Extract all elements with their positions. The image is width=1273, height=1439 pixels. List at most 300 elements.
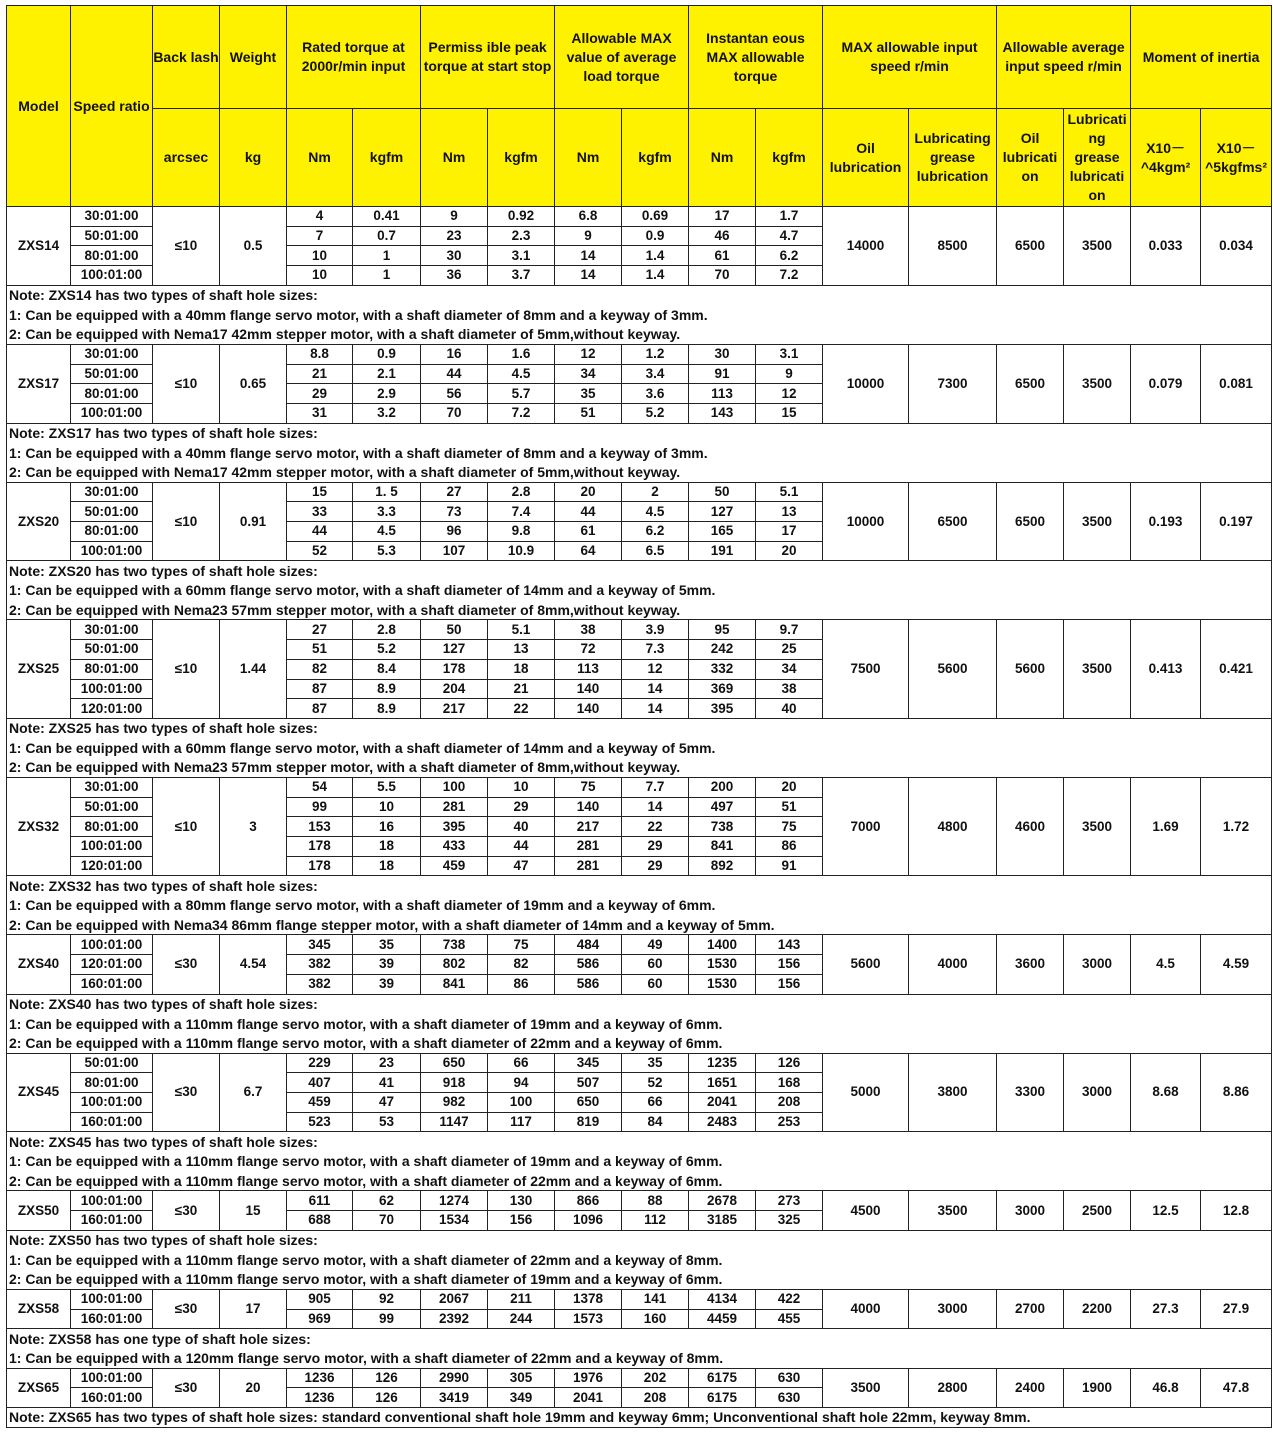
- header-speed-ratio: Speed ratio: [71, 6, 153, 207]
- avg-speed-oil-cell: 3000: [997, 1191, 1064, 1230]
- speed-ratio-cell: 160:01:00: [71, 1112, 153, 1132]
- max-speed-grease-cell: 3500: [909, 1191, 997, 1230]
- avg-kgfm-cell: 14: [622, 797, 689, 817]
- unit-arcsec: arcsec: [153, 109, 220, 207]
- weight-cell: 17: [220, 1289, 287, 1328]
- instant-kgfm-cell: 15: [756, 403, 823, 423]
- rated-nm-cell: 7: [287, 226, 353, 246]
- avg-kgfm-cell: 3.6: [622, 384, 689, 404]
- rated-kgfm-cell: 1: [353, 246, 421, 266]
- peak-kgfm-cell: 244: [488, 1309, 555, 1329]
- rated-kgfm-cell: 5.3: [353, 541, 421, 561]
- peak-nm-cell: 1274: [421, 1191, 488, 1211]
- spec-table: [6, 5, 1272, 1428]
- peak-nm-cell: 70: [421, 403, 488, 423]
- peak-nm-cell: 3419: [421, 1388, 488, 1408]
- peak-kgfm-cell: 156: [488, 1211, 555, 1231]
- speed-ratio-cell: 100:01:00: [71, 679, 153, 699]
- avg-kgfm-cell: 141: [622, 1289, 689, 1309]
- avg-nm-cell: 507: [555, 1073, 622, 1093]
- note-title: Note: ZXS32 has two types of shaft hole sizes:: [7, 876, 1272, 896]
- backlash-cell: ≤30: [153, 1191, 220, 1230]
- instant-kgfm-cell: 325: [756, 1211, 823, 1231]
- speed-ratio-cell: 80:01:00: [71, 246, 153, 266]
- note-row: [7, 915, 1272, 935]
- note-line: 2: Can be equipped with Nema17 42mm stepper motor, with a shaft diameter of 5mm,without keyway.: [7, 325, 1272, 345]
- note-line: 1: Can be equipped with a 110mm flange servo motor, with a shaft diameter of 19mm and a keyway of 6mm.: [7, 1152, 1272, 1172]
- instant-nm-cell: 6175: [689, 1388, 756, 1408]
- rated-nm-cell: 29: [287, 384, 353, 404]
- instant-kgfm-cell: 12: [756, 384, 823, 404]
- peak-kgfm-cell: 22: [488, 699, 555, 719]
- model-cell: ZXS14: [7, 207, 71, 286]
- model-cell: ZXS20: [7, 482, 71, 561]
- note-title: Note: ZXS17 has two types of shaft hole sizes:: [7, 423, 1272, 443]
- avg-kgfm-cell: 14: [622, 699, 689, 719]
- avg-nm-cell: 61: [555, 522, 622, 542]
- weight-cell: 4.54: [220, 935, 287, 994]
- speed-ratio-cell: 160:01:00: [71, 1388, 153, 1408]
- instant-nm-cell: 3185: [689, 1211, 756, 1231]
- peak-nm-cell: 73: [421, 502, 488, 522]
- avg-nm-cell: 345: [555, 1053, 622, 1073]
- avg-nm-cell: 51: [555, 403, 622, 423]
- max-speed-grease-cell: 3800: [909, 1053, 997, 1132]
- inertia-kgfms-cell: 12.8: [1201, 1191, 1272, 1230]
- peak-nm-cell: 217: [421, 699, 488, 719]
- note-title: Note: ZXS20 has two types of shaft hole sizes:: [7, 561, 1272, 581]
- instant-nm-cell: 892: [689, 856, 756, 876]
- avg-kgfm-cell: 84: [622, 1112, 689, 1132]
- rated-nm-cell: 44: [287, 522, 353, 542]
- model-cell: ZXS32: [7, 777, 71, 875]
- instant-kgfm-cell: 75: [756, 817, 823, 837]
- instant-kgfm-cell: 156: [756, 955, 823, 975]
- model-cell: ZXS58: [7, 1289, 71, 1328]
- avg-speed-oil-cell: 2700: [997, 1289, 1064, 1328]
- note-line: 1: Can be equipped with a 80mm flange servo motor, with a shaft diameter of 19mm and a keyway of 6mm.: [7, 896, 1272, 916]
- avg-nm-cell: 140: [555, 699, 622, 719]
- rated-kgfm-cell: 2.1: [353, 364, 421, 384]
- avg-speed-oil-cell: 5600: [997, 620, 1064, 718]
- rated-nm-cell: 229: [287, 1053, 353, 1073]
- peak-kgfm-cell: 82: [488, 955, 555, 975]
- peak-nm-cell: 459: [421, 856, 488, 876]
- rated-kgfm-cell: 8.4: [353, 659, 421, 679]
- instant-kgfm-cell: 34: [756, 659, 823, 679]
- peak-nm-cell: 2392: [421, 1309, 488, 1329]
- table-row: [7, 1368, 1272, 1388]
- max-speed-oil-cell: 14000: [823, 207, 909, 286]
- peak-kgfm-cell: 21: [488, 679, 555, 699]
- weight-cell: 15: [220, 1191, 287, 1230]
- unit-nm: Nm: [689, 109, 756, 207]
- peak-nm-cell: 841: [421, 974, 488, 994]
- instant-nm-cell: 17: [689, 207, 756, 227]
- model-cell: ZXS45: [7, 1053, 71, 1132]
- speed-ratio-cell: 100:01:00: [71, 403, 153, 423]
- instant-kgfm-cell: 422: [756, 1289, 823, 1309]
- rated-nm-cell: 8.8: [287, 344, 353, 364]
- speed-ratio-cell: 160:01:00: [71, 1211, 153, 1231]
- peak-kgfm-cell: 305: [488, 1368, 555, 1388]
- rated-kgfm-cell: 3.3: [353, 502, 421, 522]
- weight-cell: 1.44: [220, 620, 287, 718]
- instant-nm-cell: 1530: [689, 974, 756, 994]
- instant-kgfm-cell: 208: [756, 1092, 823, 1112]
- instant-nm-cell: 91: [689, 364, 756, 384]
- instant-nm-cell: 242: [689, 640, 756, 660]
- note-row: [7, 1033, 1272, 1053]
- peak-kgfm-cell: 5.1: [488, 620, 555, 640]
- note-row: [7, 758, 1272, 778]
- speed-ratio-cell: 120:01:00: [71, 856, 153, 876]
- peak-nm-cell: 395: [421, 817, 488, 837]
- unit-nm: Nm: [287, 109, 353, 207]
- avg-speed-grease-cell: 2500: [1064, 1191, 1131, 1230]
- avg-kgfm-cell: 3.4: [622, 364, 689, 384]
- avg-kgfm-cell: 0.69: [622, 207, 689, 227]
- instant-kgfm-cell: 1.7: [756, 207, 823, 227]
- max-speed-grease-cell: 3000: [909, 1289, 997, 1328]
- inertia-kgm-cell: 4.5: [1131, 935, 1201, 994]
- inertia-kgm-cell: 1.69: [1131, 777, 1201, 875]
- instant-nm-cell: 113: [689, 384, 756, 404]
- peak-kgfm-cell: 10.9: [488, 541, 555, 561]
- inertia-kgfms-cell: 27.9: [1201, 1289, 1272, 1328]
- note-line: 1: Can be equipped with a 120mm flange servo motor, with a shaft diameter of 22mm and a keyway of 8mm.: [7, 1348, 1272, 1368]
- speed-ratio-cell: 80:01:00: [71, 384, 153, 404]
- avg-kgfm-cell: 160: [622, 1309, 689, 1329]
- rated-nm-cell: 10: [287, 246, 353, 266]
- backlash-cell: ≤10: [153, 344, 220, 423]
- instant-nm-cell: 1235: [689, 1053, 756, 1073]
- avg-nm-cell: 14: [555, 246, 622, 266]
- peak-nm-cell: 107: [421, 541, 488, 561]
- model-cell: ZXS40: [7, 935, 71, 994]
- note-line: 1: Can be equipped with a 40mm flange servo motor, with a shaft diameter of 8mm and a keyway of 3mm.: [7, 443, 1272, 463]
- max-speed-oil-cell: 10000: [823, 344, 909, 423]
- note-line: 1: Can be equipped with a 60mm flange servo motor, with a shaft diameter of 14mm and a keyway of 5mm.: [7, 738, 1272, 758]
- instant-kgfm-cell: 38: [756, 679, 823, 699]
- peak-nm-cell: 1147: [421, 1112, 488, 1132]
- instant-kgfm-cell: 273: [756, 1191, 823, 1211]
- rated-kgfm-cell: 126: [353, 1368, 421, 1388]
- rated-kgfm-cell: 18: [353, 856, 421, 876]
- unit-kgfm: kgfm: [353, 109, 421, 207]
- peak-kgfm-cell: 47: [488, 856, 555, 876]
- instant-kgfm-cell: 17: [756, 522, 823, 542]
- speed-ratio-cell: 50:01:00: [71, 797, 153, 817]
- avg-speed-grease-cell: 3000: [1064, 1053, 1131, 1132]
- peak-nm-cell: 433: [421, 837, 488, 857]
- peak-kgfm-cell: 0.92: [488, 207, 555, 227]
- note-row: [7, 1329, 1272, 1349]
- backlash-cell: ≤10: [153, 482, 220, 561]
- inertia-kgfms-cell: 4.59: [1201, 935, 1272, 994]
- avg-nm-cell: 819: [555, 1112, 622, 1132]
- rated-nm-cell: 87: [287, 679, 353, 699]
- rated-nm-cell: 99: [287, 797, 353, 817]
- speed-ratio-cell: 100:01:00: [71, 837, 153, 857]
- note-row: [7, 285, 1272, 305]
- peak-kgfm-cell: 75: [488, 935, 555, 955]
- rated-nm-cell: 523: [287, 1112, 353, 1132]
- note-title: Note: ZXS65 has two types of shaft hole sizes: standard conventional shaft hole 19mm and keyway 6mm; Unconventional shaft hole 22mm, keyway 8mm.: [7, 1407, 1272, 1427]
- peak-nm-cell: 1534: [421, 1211, 488, 1231]
- peak-kgfm-cell: 1.6: [488, 344, 555, 364]
- avg-kgfm-cell: 60: [622, 974, 689, 994]
- avg-kgfm-cell: 1.2: [622, 344, 689, 364]
- table-row: [7, 620, 1272, 640]
- backlash-cell: ≤30: [153, 1368, 220, 1407]
- avg-nm-cell: 586: [555, 974, 622, 994]
- peak-kgfm-cell: 117: [488, 1112, 555, 1132]
- peak-kgfm-cell: 211: [488, 1289, 555, 1309]
- header-backlash: Back lash: [153, 6, 220, 109]
- peak-nm-cell: 281: [421, 797, 488, 817]
- avg-nm-cell: 484: [555, 935, 622, 955]
- speed-ratio-cell: 100:01:00: [71, 1092, 153, 1112]
- peak-nm-cell: 100: [421, 777, 488, 797]
- peak-kgfm-cell: 18: [488, 659, 555, 679]
- avg-speed-grease-cell: 3500: [1064, 777, 1131, 875]
- note-row: [7, 738, 1272, 758]
- note-line: 2: Can be equipped with Nema23 57mm stepper motor, with a shaft diameter of 8mm,without keyway.: [7, 758, 1272, 778]
- avg-kgfm-cell: 3.9: [622, 620, 689, 640]
- instant-kgfm-cell: 9.7: [756, 620, 823, 640]
- table-row: [7, 935, 1272, 955]
- rated-kgfm-cell: 41: [353, 1073, 421, 1093]
- speed-ratio-cell: 100:01:00: [71, 266, 153, 286]
- avg-nm-cell: 9: [555, 226, 622, 246]
- note-title: Note: ZXS40 has two types of shaft hole sizes:: [7, 994, 1272, 1014]
- avg-kgfm-cell: 208: [622, 1388, 689, 1408]
- rated-nm-cell: 382: [287, 955, 353, 975]
- note-line: 1: Can be equipped with a 110mm flange servo motor, with a shaft diameter of 22mm and a keyway of 8mm.: [7, 1250, 1272, 1270]
- instant-nm-cell: 6175: [689, 1368, 756, 1388]
- instant-kgfm-cell: 7.2: [756, 266, 823, 286]
- max-speed-oil-cell: 4000: [823, 1289, 909, 1328]
- rated-kgfm-cell: 0.41: [353, 207, 421, 227]
- backlash-cell: ≤10: [153, 620, 220, 718]
- inertia-kgfms-cell: 8.86: [1201, 1053, 1272, 1132]
- backlash-cell: ≤10: [153, 777, 220, 875]
- rated-kgfm-cell: 4.5: [353, 522, 421, 542]
- avg-speed-oil-cell: 3600: [997, 935, 1064, 994]
- peak-kgfm-cell: 2.8: [488, 482, 555, 502]
- peak-kgfm-cell: 3.7: [488, 266, 555, 286]
- inertia-kgm-cell: 27.3: [1131, 1289, 1201, 1328]
- peak-nm-cell: 27: [421, 482, 488, 502]
- instant-kgfm-cell: 3.1: [756, 344, 823, 364]
- note-row: [7, 896, 1272, 916]
- rated-nm-cell: 969: [287, 1309, 353, 1329]
- peak-nm-cell: 36: [421, 266, 488, 286]
- note-line: 2: Can be equipped with Nema23 57mm stepper motor, with a shaft diameter of 8mm,without keyway.: [7, 600, 1272, 620]
- rated-nm-cell: 4: [287, 207, 353, 227]
- instant-kgfm-cell: 126: [756, 1053, 823, 1073]
- instant-kgfm-cell: 630: [756, 1368, 823, 1388]
- peak-nm-cell: 2990: [421, 1368, 488, 1388]
- table-row: [7, 777, 1272, 797]
- rated-kgfm-cell: 47: [353, 1092, 421, 1112]
- avg-kgfm-cell: 7.7: [622, 777, 689, 797]
- rated-nm-cell: 345: [287, 935, 353, 955]
- rated-kgfm-cell: 8.9: [353, 699, 421, 719]
- rated-nm-cell: 31: [287, 403, 353, 423]
- peak-nm-cell: 44: [421, 364, 488, 384]
- speed-ratio-cell: 80:01:00: [71, 817, 153, 837]
- peak-nm-cell: 9: [421, 207, 488, 227]
- peak-nm-cell: 738: [421, 935, 488, 955]
- avg-nm-cell: 44: [555, 502, 622, 522]
- table-row: [7, 1289, 1272, 1309]
- avg-speed-grease-cell: 3500: [1064, 207, 1131, 286]
- model-cell: ZXS65: [7, 1368, 71, 1407]
- avg-nm-cell: 12: [555, 344, 622, 364]
- note-row: [7, 876, 1272, 896]
- peak-nm-cell: 56: [421, 384, 488, 404]
- max-speed-grease-cell: 6500: [909, 482, 997, 561]
- peak-nm-cell: 204: [421, 679, 488, 699]
- rated-nm-cell: 33: [287, 502, 353, 522]
- model-cell: ZXS25: [7, 620, 71, 718]
- speed-ratio-cell: 50:01:00: [71, 364, 153, 384]
- speed-ratio-cell: 100:01:00: [71, 935, 153, 955]
- rated-nm-cell: 178: [287, 856, 353, 876]
- instant-nm-cell: 1651: [689, 1073, 756, 1093]
- instant-kgfm-cell: 156: [756, 974, 823, 994]
- unit-inertia-kgm: X10－^4kgm²: [1131, 109, 1201, 207]
- peak-nm-cell: 50: [421, 620, 488, 640]
- avg-nm-cell: 1096: [555, 1211, 622, 1231]
- instant-nm-cell: 191: [689, 541, 756, 561]
- rated-nm-cell: 1236: [287, 1368, 353, 1388]
- note-row: [7, 1250, 1272, 1270]
- rated-kgfm-cell: 18: [353, 837, 421, 857]
- unit-kgfm: kgfm: [488, 109, 555, 207]
- avg-kgfm-cell: 52: [622, 1073, 689, 1093]
- rated-kgfm-cell: 3.2: [353, 403, 421, 423]
- instant-nm-cell: 332: [689, 659, 756, 679]
- instant-nm-cell: 2483: [689, 1112, 756, 1132]
- instant-kgfm-cell: 4.7: [756, 226, 823, 246]
- speed-ratio-cell: 30:01:00: [71, 344, 153, 364]
- header-model: Model: [7, 6, 71, 207]
- max-speed-grease-cell: 7300: [909, 344, 997, 423]
- unit-inertia-kgfms: X10－^5kgfms²: [1201, 109, 1272, 207]
- instant-kgfm-cell: 20: [756, 541, 823, 561]
- header-instant-torque: Instantan eous MAX allowable torque: [689, 6, 823, 109]
- note-row: [7, 1132, 1272, 1152]
- note-row: [7, 718, 1272, 738]
- peak-nm-cell: 918: [421, 1073, 488, 1093]
- avg-speed-oil-cell: 2400: [997, 1368, 1064, 1407]
- note-title: Note: ZXS50 has two types of shaft hole sizes:: [7, 1230, 1272, 1250]
- header-peak-torque: Permiss ible peak torque at start stop: [421, 6, 555, 109]
- note-row: [7, 561, 1272, 581]
- inertia-kgm-cell: 0.413: [1131, 620, 1201, 718]
- avg-speed-oil-cell: 6500: [997, 344, 1064, 423]
- peak-kgfm-cell: 100: [488, 1092, 555, 1112]
- note-row: [7, 305, 1272, 325]
- avg-kgfm-cell: 66: [622, 1092, 689, 1112]
- weight-cell: 0.65: [220, 344, 287, 423]
- instant-kgfm-cell: 5.1: [756, 482, 823, 502]
- weight-cell: 0.5: [220, 207, 287, 286]
- avg-kgfm-cell: 5.2: [622, 403, 689, 423]
- speed-ratio-cell: 160:01:00: [71, 974, 153, 994]
- avg-nm-cell: 64: [555, 541, 622, 561]
- inertia-kgm-cell: 0.193: [1131, 482, 1201, 561]
- speed-ratio-cell: 50:01:00: [71, 226, 153, 246]
- rated-nm-cell: 611: [287, 1191, 353, 1211]
- rated-kgfm-cell: 5.2: [353, 640, 421, 660]
- note-title: Note: ZXS45 has two types of shaft hole sizes:: [7, 1132, 1272, 1152]
- instant-nm-cell: 497: [689, 797, 756, 817]
- max-speed-oil-cell: 7500: [823, 620, 909, 718]
- peak-nm-cell: 23: [421, 226, 488, 246]
- unit-nm: Nm: [421, 109, 488, 207]
- note-row: [7, 423, 1272, 443]
- table-row: [7, 1053, 1272, 1073]
- avg-kgfm-cell: 1.4: [622, 246, 689, 266]
- instant-nm-cell: 4134: [689, 1289, 756, 1309]
- instant-nm-cell: 127: [689, 502, 756, 522]
- avg-nm-cell: 586: [555, 955, 622, 975]
- note-line: 2: Can be equipped with Nema34 86mm flange stepper motor, with a shaft diameter of 14mm and a keyway of 5mm.: [7, 915, 1272, 935]
- note-line: 1: Can be equipped with a 110mm flange servo motor, with a shaft diameter of 19mm and a keyway of 6mm.: [7, 1014, 1272, 1034]
- header-inertia: Moment of inertia: [1131, 6, 1272, 109]
- rated-nm-cell: 87: [287, 699, 353, 719]
- rated-nm-cell: 407: [287, 1073, 353, 1093]
- model-cell: ZXS17: [7, 344, 71, 423]
- avg-kgfm-cell: 112: [622, 1211, 689, 1231]
- unit-grease-lubrication: Lubricating grease lubrication: [909, 109, 997, 207]
- peak-kgfm-cell: 349: [488, 1388, 555, 1408]
- rated-kgfm-cell: 92: [353, 1289, 421, 1309]
- inertia-kgfms-cell: 0.081: [1201, 344, 1272, 423]
- speed-ratio-cell: 50:01:00: [71, 502, 153, 522]
- peak-nm-cell: 802: [421, 955, 488, 975]
- peak-kgfm-cell: 29: [488, 797, 555, 817]
- instant-nm-cell: 200: [689, 777, 756, 797]
- avg-nm-cell: 72: [555, 640, 622, 660]
- max-speed-oil-cell: 5000: [823, 1053, 909, 1132]
- speed-ratio-cell: 160:01:00: [71, 1309, 153, 1329]
- unit-grease-lubrication-avg: Lubricati ng grease lubricati on: [1064, 109, 1131, 207]
- avg-nm-cell: 1573: [555, 1309, 622, 1329]
- speed-ratio-cell: 80:01:00: [71, 522, 153, 542]
- max-speed-oil-cell: 10000: [823, 482, 909, 561]
- instant-nm-cell: 1530: [689, 955, 756, 975]
- inertia-kgm-cell: 12.5: [1131, 1191, 1201, 1230]
- speed-ratio-cell: 30:01:00: [71, 207, 153, 227]
- speed-ratio-cell: 30:01:00: [71, 777, 153, 797]
- weight-cell: 6.7: [220, 1053, 287, 1132]
- table-row: [7, 344, 1272, 364]
- instant-kgfm-cell: 168: [756, 1073, 823, 1093]
- note-row: [7, 462, 1272, 482]
- instant-kgfm-cell: 91: [756, 856, 823, 876]
- avg-speed-grease-cell: 2200: [1064, 1289, 1131, 1328]
- peak-kgfm-cell: 44: [488, 837, 555, 857]
- unit-kg: kg: [220, 109, 287, 207]
- note-title: Note: ZXS25 has two types of shaft hole sizes:: [7, 718, 1272, 738]
- rated-kgfm-cell: 2.9: [353, 384, 421, 404]
- rated-kgfm-cell: 126: [353, 1388, 421, 1408]
